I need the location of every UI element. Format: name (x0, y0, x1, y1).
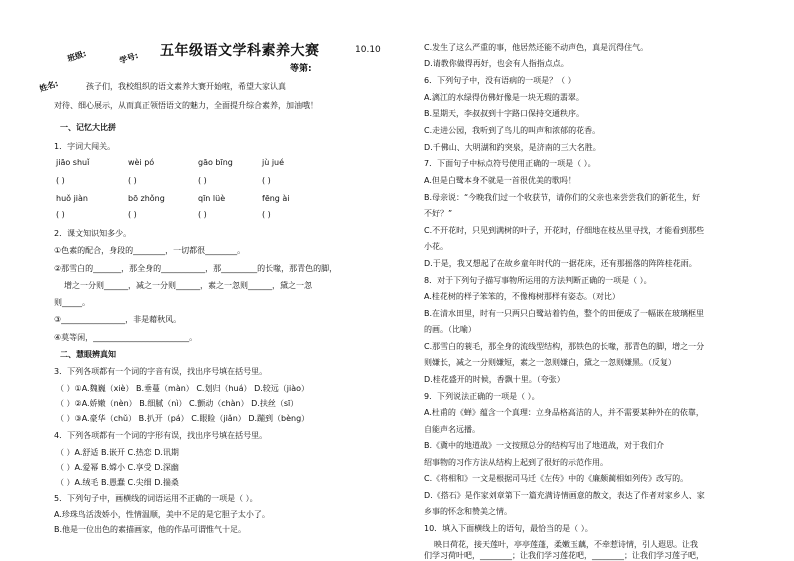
q2-3: ③________________，非是藉秋风。 (54, 315, 182, 324)
exam-date: 10.10 (355, 45, 381, 55)
section-2-title: 二、慧眼辨真知 (60, 350, 116, 359)
q2-2b: 增之一分则______，减之一分则______，素之一忽则______，黛之一忽 (64, 281, 312, 290)
q9-d2: 乡事的怀念和赞美之情。 (424, 507, 512, 516)
q8: 8．对于下列句子描写事物所运用的方法判断正确的一项是（ ）。 (424, 276, 652, 285)
q7-c1: C.不开花时，只见到满树的叶子，开花时，仔细地在枝丛里寻找，才能看到那些 (424, 226, 705, 235)
q7-d: D.于是，我又想起了在故乡童年时代的一据花床，还有那摇落的阵阵桂花雨。 (424, 259, 697, 268)
pinyin-4: jù jué (262, 158, 285, 167)
q5-a: A.珍珠鸟活泼娇小，性情温顺，美中不足的是它胆子太小了。 (54, 510, 270, 519)
q6-a: A.漓江的水绿得仿佛好像是一块无瑕的翡翠。 (424, 93, 584, 102)
q5: 5．下列句子中，画横线的词语运用不正确的一项是（ ）。 (54, 494, 258, 503)
q2-2a: ②那雪白的_______，那全身的___________，那_________的长喙，那青色的脚， (54, 264, 338, 273)
q8-b1: B.在清水田里，时有一只两只白鹭站着钓鱼，整个的田便成了一幅嵌在玻璃框里 (424, 309, 705, 318)
q9-a1: A.杜甫的《蝉》蕴含一个真理：立身品格高洁的人，并不需要某种外在的依靠， (424, 408, 704, 417)
q8-b2: 的画。（比喻） (424, 325, 476, 334)
q4-row: （ ）A.爱幂 B.嫦小 C.享受 D.深幽 (56, 463, 179, 472)
q7-c2: 小花。 (424, 242, 448, 251)
q9-b1: B.《冀中的地道战》一文按照总分的结构写出了地道战，对于我们介 (424, 441, 665, 450)
q6-b: B.星期天，李叔叔到十字路口保持交通秩序。 (424, 109, 585, 118)
pinyin-6: bō zhǒng (128, 194, 165, 203)
q9-c: C.《将相和》一文是根据司马迁《左传》中的《廉颇蔺相如列传》改写的。 (424, 474, 689, 483)
q8-a: A.桂花树的样子笨笨的，不像梅树那样有姿态。（对比） (424, 292, 620, 301)
pinyin-2: wèi pó (128, 158, 155, 167)
q4-row: （ ）A.绒毛 B.愚蠢 C.尖细 D.揣桑 (56, 478, 179, 487)
q10: 10．填入下面横线上的语句，最恰当的是（ ）。 (424, 524, 593, 533)
q3-row: （ ）③A.豪华（chǔ） B.扒开（pá） C.眼睑（jiǎn） D.蹦到（bèng） (56, 414, 310, 423)
q7-a: A.但是白鹭本身不就是一首很优美的歌吗！ (424, 176, 576, 185)
pinyin-8: fēng ài (262, 194, 290, 203)
answer-paren[interactable]: ( ) (56, 176, 65, 185)
q5-c: C.发生了这么严重的事，他居然还能不动声色，真是沉得住气。 (424, 43, 649, 52)
intro-line-2: 对待、细心展示，从而真正领悟语文的魅力，全面提升综合素养，加油哦！ (54, 101, 318, 110)
q10-text-2: 们学习荷叶吧，________；让我们学习莲花吧，________；让我们学习莲子吧， (424, 551, 704, 560)
q8-c2: 则嫌长，减之一分则嫌短，素之一忽则嫌白，黛之一忽则嫌黑。（反复） (424, 358, 676, 367)
answer-paren[interactable]: ( ) (262, 176, 271, 185)
q5-b: B.他是一位出色的素描画家，他的作品可谓惟气十足。 (54, 525, 247, 534)
answer-paren[interactable]: ( ) (198, 210, 207, 219)
number-label: 学号: (118, 51, 140, 66)
q6: 6．下列句子中，没有语病的一项是？（ ） (424, 76, 576, 85)
answer-paren[interactable]: ( ) (128, 210, 137, 219)
q2-2c: 则_____。 (54, 298, 90, 307)
q3-row: （ ）②A.娇嫩（nèn） B.细腻（nì） C.颤动（chàn） D.扶丝（sī） (56, 399, 299, 408)
intro-line-1: 孩子们，我校组织的语文素养大赛开始啦，希望大家认真 (86, 82, 286, 91)
q7-b2: 不好？” (424, 209, 453, 218)
q10-text-1: 映日荷花，接天莲叶，亭亭莲蓬，柔嫩玉藕，不牵惹诗情，引人遐思。让我 (434, 540, 698, 549)
q3: 3．下列各项都有一个词的字音有误，找出序号填在括号里。 (54, 367, 268, 376)
pinyin-1: jiāo shuǐ (56, 158, 90, 167)
grade-label: 等第: (290, 64, 312, 74)
q5-d: D.请教你做得再好，也会有人指指点点。 (424, 59, 569, 68)
answer-paren[interactable]: ( ) (56, 210, 65, 219)
pinyin-7: qīn lüè (198, 194, 226, 203)
q1: 1．字词大闯关。 (54, 142, 116, 151)
q7: 7．下面句子中标点符号使用正确的一项是（ ）。 (424, 159, 596, 168)
q9-d1: D.《搭石》是作家刘章第下一篇充满诗情画意的散文，表达了作者对家乡人、家 (424, 491, 705, 500)
q4: 4．下列各项都有一个词的字形有误，找出序号填在括号里。 (54, 431, 268, 440)
q3-row: （ ）①A.魏巍（xiè） B.垂蔓（màn） C.划归（huá） D.较远（jiào） (56, 384, 310, 393)
q8-d: D.桂花盛开的时候，香飘十里。（夸张） (424, 375, 565, 384)
q7-b1: B.母亲说：“今晚我们过一个收获节，请你们的父亲也来尝尝我们的新花生，好 (424, 193, 701, 202)
name-label: 姓名: (38, 79, 60, 94)
answer-paren[interactable]: ( ) (198, 176, 207, 185)
q8-c1: C.那雪白的蓑毛，那全身的流线型结构，那铁色的长喙，那青色的脚，增之一分 (424, 342, 705, 351)
q2-4: ④莫等闲，________________________。 (54, 333, 198, 342)
pinyin-5: huǒ jiàn (56, 194, 88, 203)
q9-a2: 自能声名远播。 (424, 425, 480, 434)
q6-d: D.千佛山、大明湖和趵突泉，是济南的三大名胜。 (424, 143, 601, 152)
q2: 2．课文知识知多少。 (54, 229, 132, 238)
q9: 9．下列说法正确的一项是（ ）。 (424, 392, 540, 401)
q6-c: C.走进公园，我听到了鸟儿的叫声和浓郁的花香。 (424, 126, 601, 135)
q2-1: ①色素的配合，身段的________，一切都很________。 (54, 246, 246, 255)
page-title: 五年级语文学科素养大赛 (160, 43, 320, 59)
section-1-title: 一、记忆大比拼 (60, 123, 116, 132)
q9-b2: 绍事物的习作方法从结构上起到了很好的示范作用。 (424, 458, 608, 467)
answer-paren[interactable]: ( ) (262, 210, 271, 219)
q4-row: （ ）A.舒适 B.嵌开 C.热恋 D.讯期 (56, 448, 179, 457)
answer-paren[interactable]: ( ) (128, 176, 137, 185)
pinyin-3: gāo bīng (198, 158, 233, 167)
class-label: 班级: (66, 49, 88, 64)
